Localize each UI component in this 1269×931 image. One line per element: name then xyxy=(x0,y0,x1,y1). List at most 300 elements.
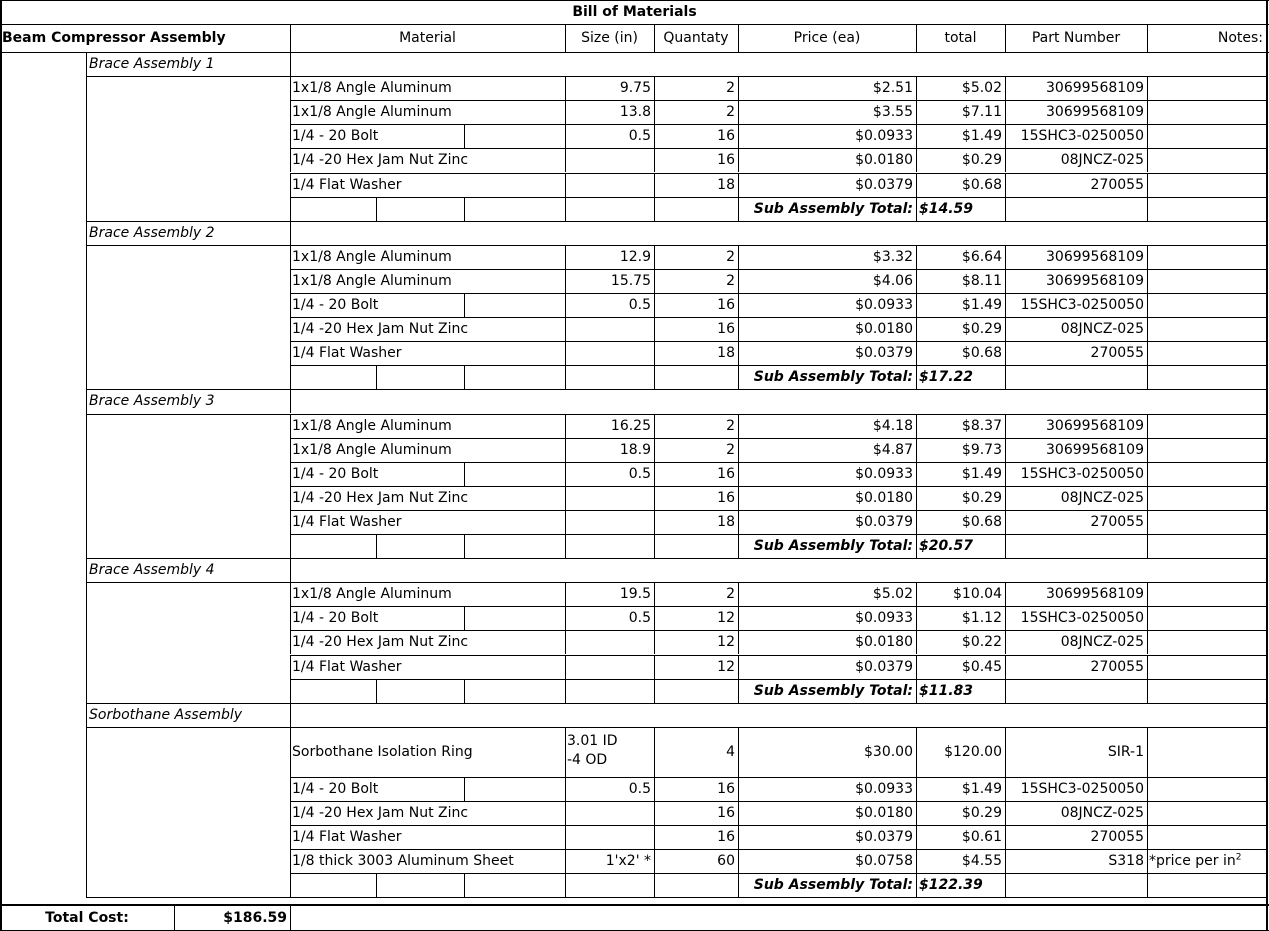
header-material: Material xyxy=(399,30,456,46)
grid-line xyxy=(1147,606,1148,630)
price-cell: $5.02 xyxy=(872,586,913,603)
grid-line xyxy=(1005,630,1006,654)
grid-line xyxy=(86,52,87,221)
grid-line xyxy=(916,801,917,825)
part-number-cell: 270055 xyxy=(1090,513,1144,530)
grid-line xyxy=(290,365,291,389)
price-cell: $0.0933 xyxy=(855,780,913,797)
grid-line xyxy=(654,245,655,269)
grid-line xyxy=(1147,438,1148,462)
grid-line xyxy=(1005,801,1006,825)
grid-line xyxy=(654,873,655,897)
grid-line xyxy=(654,630,655,654)
grid-line xyxy=(86,703,1266,704)
grid-line xyxy=(738,582,739,606)
quantity-cell: 16 xyxy=(717,804,735,821)
grid-line xyxy=(0,24,1269,25)
grid-line xyxy=(916,679,917,703)
grid-line xyxy=(1147,124,1148,148)
price-cell: $4.06 xyxy=(872,272,913,289)
grid-line xyxy=(565,873,566,897)
grid-line xyxy=(86,558,1266,559)
grid-line xyxy=(916,825,917,849)
grid-line xyxy=(738,293,739,317)
total-cell: $10.04 xyxy=(953,586,1002,603)
grid-line xyxy=(290,510,1266,511)
part-number-cell: 08JNCZ-025 xyxy=(1060,321,1144,338)
grid-line xyxy=(916,486,917,510)
part-number-cell: 08JNCZ-025 xyxy=(1060,634,1144,651)
grid-line xyxy=(1005,317,1006,341)
grid-line xyxy=(916,438,917,462)
total-cell: $9.73 xyxy=(961,441,1002,458)
grid-line xyxy=(290,873,291,897)
size-cell: 18.9 xyxy=(619,441,651,458)
grid-line xyxy=(86,897,1266,898)
subtotal-value: $122.39 xyxy=(919,877,983,894)
part-number-cell: 30699568109 xyxy=(1046,272,1144,289)
material-cell: 1x1/8 Angle Aluminum xyxy=(292,586,452,603)
grid-line xyxy=(916,293,917,317)
part-number-cell: 15SHC3-0250050 xyxy=(1020,465,1144,482)
grid-line xyxy=(1005,534,1006,558)
price-cell: $0.0933 xyxy=(855,128,913,145)
grid-line xyxy=(654,655,655,679)
grid-line xyxy=(1147,630,1148,654)
part-number-cell: 15SHC3-0250050 xyxy=(1020,780,1144,797)
grid-line xyxy=(1005,438,1006,462)
grid-line xyxy=(654,124,655,148)
grid-line xyxy=(565,438,566,462)
grid-line xyxy=(1005,269,1006,293)
price-cell: $3.32 xyxy=(872,248,913,265)
subtotal-value: $11.83 xyxy=(919,682,974,699)
grid-line xyxy=(290,148,291,172)
grid-line xyxy=(290,510,291,534)
grid-line xyxy=(290,727,291,777)
grid-line xyxy=(916,655,917,679)
grid-line xyxy=(738,24,739,52)
grid-line xyxy=(738,197,739,221)
part-number-cell: 30699568109 xyxy=(1046,441,1144,458)
grid-line xyxy=(654,341,655,365)
grid-line xyxy=(1147,24,1148,52)
grid-line xyxy=(290,630,1266,631)
material-cell: 1/4 Flat Washer xyxy=(292,513,402,530)
part-number-cell: 15SHC3-0250050 xyxy=(1020,297,1144,314)
grid-line xyxy=(565,727,566,777)
part-number-cell: 15SHC3-0250050 xyxy=(1020,128,1144,145)
grid-line xyxy=(290,293,1266,294)
grid-line xyxy=(654,414,655,438)
total-cell: $0.68 xyxy=(961,345,1002,362)
grid-line xyxy=(565,414,566,438)
grid-line xyxy=(565,124,566,148)
grid-line xyxy=(654,486,655,510)
price-cell: $30.00 xyxy=(864,743,913,760)
grid-line xyxy=(738,630,739,654)
grid-line xyxy=(290,221,291,245)
total-cell: $1.49 xyxy=(961,780,1002,797)
price-cell: $0.0758 xyxy=(855,853,913,870)
report-title: Bill of Materials xyxy=(572,4,697,20)
grid-line xyxy=(738,849,739,873)
grid-line xyxy=(464,293,465,317)
grid-line xyxy=(1266,0,1268,931)
grid-line xyxy=(565,462,566,486)
material-cell: 1/4 - 20 Bolt xyxy=(292,128,379,145)
total-cell: $0.61 xyxy=(961,829,1002,846)
grid-line xyxy=(565,849,566,873)
grid-line xyxy=(1005,873,1006,897)
grid-line xyxy=(86,414,1266,415)
grid-line xyxy=(290,703,291,727)
grid-line xyxy=(654,849,655,873)
grid-line xyxy=(565,486,566,510)
grid-line xyxy=(86,221,87,390)
grid-line xyxy=(565,679,566,703)
grid-line xyxy=(290,124,1266,125)
part-number-cell: 15SHC3-0250050 xyxy=(1020,610,1144,627)
grid-line xyxy=(738,365,739,389)
quantity-cell: 60 xyxy=(717,853,735,870)
quantity-cell: 12 xyxy=(717,610,735,627)
quantity-cell: 12 xyxy=(717,658,735,675)
grid-line xyxy=(738,124,739,148)
grid-line xyxy=(654,606,655,630)
size-cell: 0.5 xyxy=(628,297,651,314)
grid-line xyxy=(654,534,655,558)
material-cell: 1/4 - 20 Bolt xyxy=(292,610,379,627)
quantity-cell: 16 xyxy=(717,297,735,314)
grid-line xyxy=(916,24,917,52)
grid-line xyxy=(290,100,291,124)
grid-line xyxy=(1005,825,1006,849)
grid-line xyxy=(1147,727,1148,777)
material-cell: 1/8 thick 3003 Aluminum Sheet xyxy=(292,853,514,870)
grid-line xyxy=(290,462,1266,463)
grid-line xyxy=(1147,76,1148,100)
grid-line xyxy=(376,679,377,703)
quantity-cell: 16 xyxy=(717,780,735,797)
grid-line xyxy=(565,173,566,197)
total-cell: $1.49 xyxy=(961,297,1002,314)
quantity-cell: 2 xyxy=(726,248,735,265)
quantity-cell: 12 xyxy=(717,634,735,651)
total-cell: $0.29 xyxy=(961,152,1002,169)
grid-line xyxy=(290,124,291,148)
grid-line xyxy=(464,534,465,558)
grid-line xyxy=(290,52,291,76)
quantity-cell: 16 xyxy=(717,829,735,846)
grid-line xyxy=(1005,486,1006,510)
grid-line xyxy=(1005,341,1006,365)
grid-line xyxy=(1005,606,1006,630)
grid-line xyxy=(565,148,566,172)
grid-line xyxy=(1005,245,1006,269)
price-cell: $0.0180 xyxy=(855,634,913,651)
subtotal-label: Sub Assembly Total: xyxy=(753,877,913,894)
grid-line xyxy=(290,269,291,293)
grid-line xyxy=(1147,801,1148,825)
grid-line xyxy=(1147,414,1148,438)
grid-line xyxy=(565,582,566,606)
grid-line xyxy=(916,727,917,777)
total-cell: $1.49 xyxy=(961,465,1002,482)
grid-line xyxy=(1005,510,1006,534)
total-cell: $5.02 xyxy=(961,80,1002,97)
grid-line xyxy=(916,148,917,172)
grid-line xyxy=(654,293,655,317)
grid-line xyxy=(738,462,739,486)
grid-line xyxy=(916,849,917,873)
grid-line xyxy=(565,534,566,558)
grid-line xyxy=(738,148,739,172)
material-cell: 1/4 - 20 Bolt xyxy=(292,297,379,314)
grid-line xyxy=(1005,148,1006,172)
grid-line xyxy=(1147,534,1148,558)
total-cell: $0.45 xyxy=(961,658,1002,675)
grid-line xyxy=(290,655,291,679)
grid-line xyxy=(290,148,1266,149)
grid-line xyxy=(1147,173,1148,197)
grid-line xyxy=(290,904,291,931)
grid-line xyxy=(738,510,739,534)
grid-line xyxy=(290,630,291,654)
part-number-cell: 30699568109 xyxy=(1046,80,1144,97)
grid-line xyxy=(654,76,655,100)
grid-line xyxy=(1005,173,1006,197)
quantity-cell: 18 xyxy=(717,345,735,362)
subtotal-label: Sub Assembly Total: xyxy=(753,200,913,217)
price-cell: $0.0180 xyxy=(855,321,913,338)
subtotal-label: Sub Assembly Total: xyxy=(753,369,913,386)
total-cell: $0.29 xyxy=(961,804,1002,821)
quantity-cell: 18 xyxy=(717,513,735,530)
price-cell: $0.0180 xyxy=(855,489,913,506)
grid-line xyxy=(565,293,566,317)
grid-line xyxy=(0,0,1269,1)
size-cell: 3.01 ID -4 OD xyxy=(567,732,618,768)
grid-line xyxy=(1147,293,1148,317)
grid-line xyxy=(1147,825,1148,849)
price-cell: $0.0180 xyxy=(855,152,913,169)
part-number-cell: 270055 xyxy=(1090,345,1144,362)
header-quantity: Quantaty xyxy=(663,30,729,46)
grid-line xyxy=(654,438,655,462)
grid-line xyxy=(738,76,739,100)
grid-line xyxy=(565,825,566,849)
grid-line xyxy=(290,606,291,630)
total-cell: $0.29 xyxy=(961,489,1002,506)
subtotal-label: Sub Assembly Total: xyxy=(753,538,913,555)
grid-line xyxy=(290,777,291,801)
grid-line xyxy=(654,462,655,486)
total-cell: $7.11 xyxy=(961,104,1002,121)
header-price: Price (ea) xyxy=(793,30,861,46)
quantity-cell: 2 xyxy=(726,272,735,289)
subtotal-value: $14.59 xyxy=(919,200,974,217)
material-cell: 1/4 - 20 Bolt xyxy=(292,465,379,482)
grid-line xyxy=(916,873,917,897)
grid-line xyxy=(290,197,291,221)
grid-line xyxy=(1147,777,1148,801)
grid-line xyxy=(290,293,291,317)
material-cell: 1/4 Flat Washer xyxy=(292,658,402,675)
quantity-cell: 2 xyxy=(726,586,735,603)
quantity-cell: 18 xyxy=(717,176,735,193)
grid-line xyxy=(290,462,291,486)
grid-line xyxy=(1005,365,1006,389)
grid-line xyxy=(654,510,655,534)
grid-line xyxy=(290,558,291,582)
grid-line xyxy=(738,486,739,510)
price-cell: $0.0933 xyxy=(855,465,913,482)
grid-line xyxy=(654,801,655,825)
quantity-cell: 2 xyxy=(726,80,735,97)
part-number-cell: S318 xyxy=(1108,853,1144,870)
grid-line xyxy=(290,825,1266,826)
total-cell: $0.22 xyxy=(961,634,1002,651)
grid-line xyxy=(290,341,291,365)
part-number-cell: 30699568109 xyxy=(1046,417,1144,434)
assembly-label: Beam Compressor Assembly xyxy=(2,30,226,46)
grid-line xyxy=(738,438,739,462)
grid-line xyxy=(1147,317,1148,341)
material-cell: 1/4 -20 Hex Jam Nut Zinc xyxy=(292,804,469,821)
material-cell: 1x1/8 Angle Aluminum xyxy=(292,441,452,458)
grid-line xyxy=(565,606,566,630)
grid-line xyxy=(1005,414,1006,438)
size-cell: 0.5 xyxy=(628,780,651,797)
grid-line xyxy=(738,727,739,777)
grid-line xyxy=(654,582,655,606)
total-cell: $0.29 xyxy=(961,321,1002,338)
total-cell: $1.49 xyxy=(961,128,1002,145)
group-label: Brace Assembly 2 xyxy=(89,224,215,241)
grid-line xyxy=(738,317,739,341)
grid-line xyxy=(86,245,1266,246)
grid-line xyxy=(290,582,291,606)
grid-line xyxy=(654,825,655,849)
grid-line xyxy=(738,679,739,703)
grid-line xyxy=(86,76,1266,77)
grid-line xyxy=(1147,679,1148,703)
grid-line xyxy=(86,221,1266,222)
size-cell: 19.5 xyxy=(619,586,651,603)
grid-line xyxy=(1005,777,1006,801)
grid-line xyxy=(654,100,655,124)
grid-line xyxy=(86,389,87,558)
grid-line xyxy=(290,438,1266,439)
material-cell: 1/4 Flat Washer xyxy=(292,176,402,193)
part-number-cell: 08JNCZ-025 xyxy=(1060,489,1144,506)
total-cost-value: $186.59 xyxy=(223,909,287,926)
grid-line xyxy=(565,76,566,100)
grid-line xyxy=(376,365,377,389)
total-cell: $8.37 xyxy=(961,417,1002,434)
price-cell: $0.0180 xyxy=(855,804,913,821)
header-total: total xyxy=(944,30,977,46)
grid-line xyxy=(1005,100,1006,124)
grid-line xyxy=(290,534,291,558)
grid-line xyxy=(565,245,566,269)
part-number-cell: 30699568109 xyxy=(1046,586,1144,603)
part-number-cell: 08JNCZ-025 xyxy=(1060,152,1144,169)
grid-line xyxy=(654,727,655,777)
header-notes: Notes: xyxy=(1217,30,1263,46)
grid-line xyxy=(464,462,465,486)
grid-line xyxy=(376,873,377,897)
price-cell: $0.0379 xyxy=(855,345,913,362)
grid-line xyxy=(86,558,87,703)
grid-line xyxy=(1005,849,1006,873)
material-cell: 1x1/8 Angle Aluminum xyxy=(292,104,452,121)
grid-line xyxy=(290,24,291,52)
grid-line xyxy=(464,873,465,897)
grid-line xyxy=(916,414,917,438)
group-label: Brace Assembly 4 xyxy=(89,562,215,579)
grid-line xyxy=(290,825,291,849)
grid-line xyxy=(916,582,917,606)
header-part-number: Part Number xyxy=(1031,30,1121,46)
grid-line xyxy=(916,245,917,269)
price-cell: $0.0379 xyxy=(855,658,913,675)
grid-line xyxy=(738,245,739,269)
price-cell: $0.0933 xyxy=(855,610,913,627)
part-number-cell: 30699568109 xyxy=(1046,248,1144,265)
grid-line xyxy=(290,801,1266,802)
grid-line xyxy=(1005,76,1006,100)
grid-line xyxy=(738,269,739,293)
material-cell: 1x1/8 Angle Aluminum xyxy=(292,80,452,97)
grid-line xyxy=(0,0,2,931)
grid-line xyxy=(916,777,917,801)
grid-line xyxy=(654,317,655,341)
grid-line xyxy=(654,365,655,389)
grid-line xyxy=(654,24,655,52)
quantity-cell: 2 xyxy=(726,417,735,434)
grid-line xyxy=(738,534,739,558)
grid-line xyxy=(290,389,291,413)
grid-line xyxy=(0,52,1269,53)
grid-line xyxy=(290,679,1266,680)
grid-line xyxy=(376,534,377,558)
grid-line xyxy=(565,341,566,365)
grid-line xyxy=(1147,269,1148,293)
grid-line xyxy=(738,173,739,197)
material-cell: 1/4 -20 Hex Jam Nut Zinc xyxy=(292,634,469,651)
size-cell: 0.5 xyxy=(628,465,651,482)
grid-line xyxy=(1005,727,1006,777)
grid-line xyxy=(290,317,291,341)
group-label: Brace Assembly 3 xyxy=(89,393,215,410)
material-cell: 1/4 -20 Hex Jam Nut Zinc xyxy=(292,489,469,506)
size-cell: 12.9 xyxy=(619,248,651,265)
grid-line xyxy=(464,124,465,148)
grid-line xyxy=(738,341,739,365)
grid-line xyxy=(86,727,1266,728)
total-cell: $6.64 xyxy=(961,248,1002,265)
grid-line xyxy=(916,630,917,654)
size-cell: 0.5 xyxy=(628,610,651,627)
grid-line xyxy=(1147,849,1148,873)
material-cell: 1x1/8 Angle Aluminum xyxy=(292,272,452,289)
grid-line xyxy=(290,679,291,703)
grid-line xyxy=(290,438,291,462)
grid-line xyxy=(916,100,917,124)
subtotal-value: $17.22 xyxy=(919,369,974,386)
